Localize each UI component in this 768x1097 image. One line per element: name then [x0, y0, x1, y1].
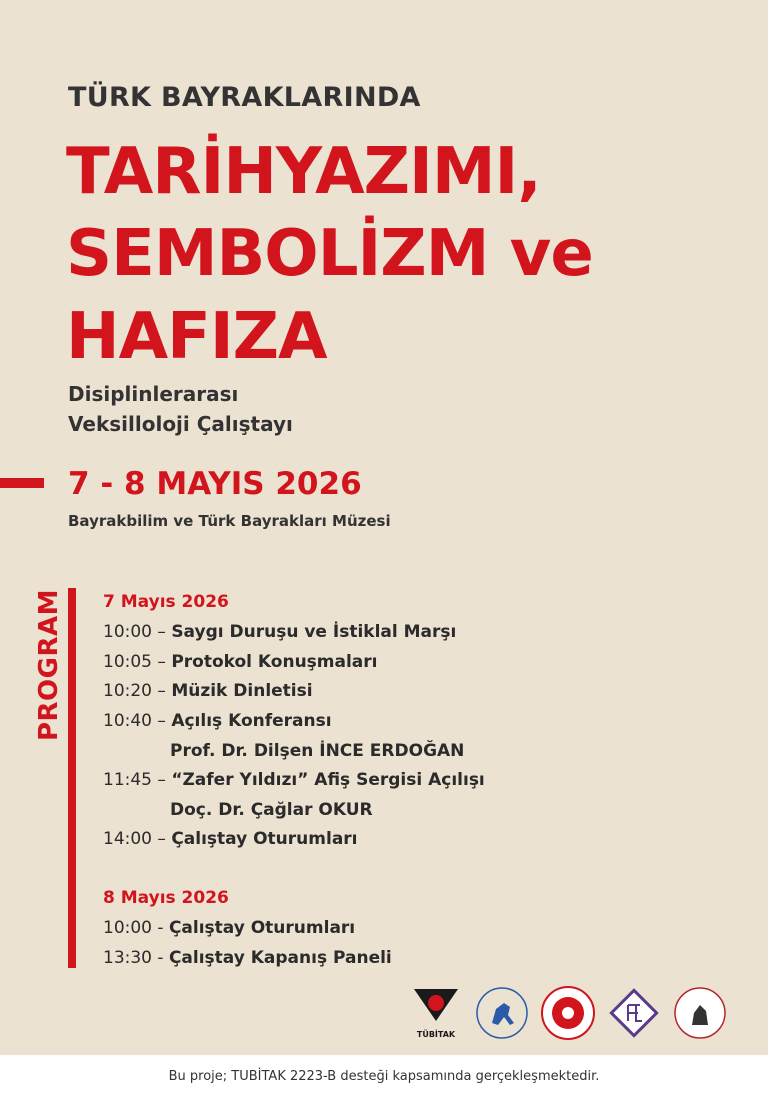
schedule-row [103, 711, 332, 731]
row-text: “Zafer Yıldızı” Afiş Sergisi Açılışı [171, 770, 485, 790]
row-text: Müzik Dinletisi [171, 681, 313, 701]
sponsor-logos [408, 982, 728, 1044]
title-line-1: TARİHYAZIMI, [66, 135, 541, 209]
day2-title: 8 Mayıs 2026 [103, 888, 229, 908]
schedule-row [103, 770, 485, 790]
footer [0, 1055, 768, 1097]
day1-title: 7 Mayıs 2026 [103, 592, 229, 612]
faculty-logo [606, 985, 662, 1041]
row-text: Çalıştay Oturumları [168, 918, 356, 938]
event-venue: Bayrakbilim ve Türk Bayrakları Müzesi [68, 512, 391, 530]
footer-text: Bu proje; TUBİTAK 2223-B desteği kapsamında gerçekleşmektedir. [168, 1068, 600, 1084]
supertitle: TÜRK BAYRAKLARINDA [68, 82, 421, 113]
row-time: 14:00 – [103, 829, 166, 849]
schedule-row [103, 622, 456, 642]
row-text: Çalıştay Kapanış Paneli [168, 948, 392, 968]
schedule-row [103, 918, 355, 938]
program-label: PROGRAM [34, 588, 64, 742]
row-time: 10:00 – [103, 622, 166, 642]
row-text: Açılış Konferansı [171, 711, 332, 731]
subtitle-line-2: Veksilloloji Çalıştayı [68, 412, 293, 436]
schedule-row [103, 948, 392, 968]
title-line-3: HAFIZA [66, 300, 327, 374]
schedule-row [103, 681, 313, 701]
speaker-2: Doç. Dr. Çağlar OKUR [170, 800, 373, 820]
subtitle-line-1: Disiplinlerarası [68, 382, 239, 406]
university-logo-1 [474, 985, 530, 1041]
speaker-1: Prof. Dr. Dilşen İNCE ERDOĞAN [170, 741, 465, 761]
row-time: 10:00 - [103, 918, 164, 938]
row-time: 13:30 - [103, 948, 164, 968]
row-time: 10:05 – [103, 652, 166, 672]
schedule-row [103, 829, 358, 849]
row-text: Çalıştay Oturumları [171, 829, 358, 849]
row-time: 10:20 – [103, 681, 166, 701]
schedule-row [103, 652, 378, 672]
tubitak-logo-text: TÜBİTAK [416, 1030, 456, 1039]
event-date: 7 - 8 MAYIS 2026 [68, 466, 362, 502]
university-logo-2 [672, 985, 728, 1041]
row-time: 10:40 – [103, 711, 166, 731]
title-line-2: SEMBOLİZM ve [66, 217, 593, 291]
row-text: Protokol Konuşmaları [171, 652, 378, 672]
tubitak-logo [408, 985, 464, 1041]
museum-logo [540, 985, 596, 1041]
accent-dash [0, 478, 44, 488]
row-time: 11:45 – [103, 770, 166, 790]
program-bar [68, 588, 76, 968]
row-text: Saygı Duruşu ve İstiklal Marşı [171, 622, 457, 642]
